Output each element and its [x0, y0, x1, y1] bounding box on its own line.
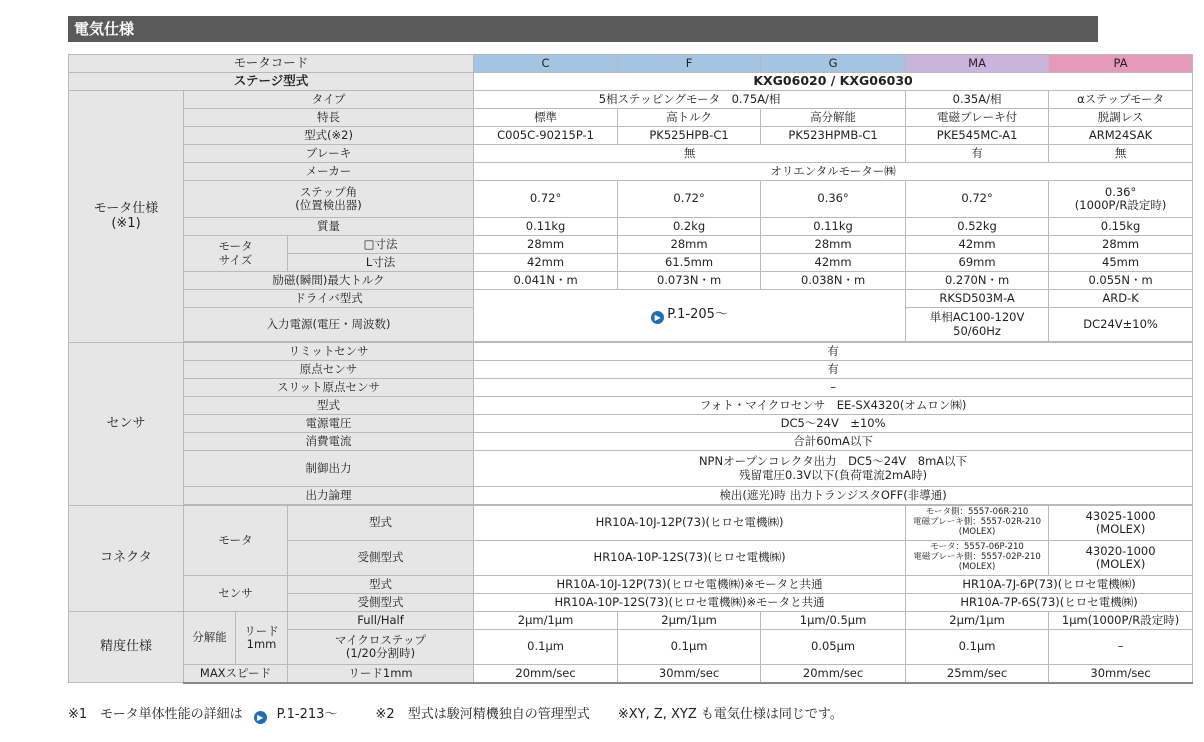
- lead-label: [236, 612, 288, 665]
- step-pa: [1049, 181, 1193, 218]
- footnote-2: ※2 型式は駿河精機独自の管理型式: [375, 707, 590, 722]
- logic-row: [69, 487, 1193, 505]
- fullhalf-f: 2μm/1μm: [618, 612, 761, 630]
- footnotes: [68, 703, 853, 724]
- conn-sensor-recv-cfg: HR10A-10P-12S(73)(ヒロセ電機㈱)※モータと共通: [474, 594, 906, 612]
- len-pa: 45mm: [1049, 254, 1193, 272]
- micro-g: 0.05μm: [761, 630, 906, 665]
- motor-type-row: [69, 91, 1193, 109]
- arrow-right-icon: ▶: [254, 711, 267, 724]
- conn-motor-recv-ma: [906, 541, 1049, 576]
- stage-row: [69, 73, 1193, 91]
- code-ma: MA: [906, 55, 1049, 73]
- voltage-label: 電源電圧: [184, 415, 474, 433]
- origin-row: [69, 361, 1193, 379]
- limit-label: リミットセンサ: [184, 343, 474, 361]
- torque-pa: 0.055N・m: [1049, 272, 1193, 290]
- conn-motor-type-ma-line2: 電磁ブレーキ側：5557-02R-210: [913, 517, 1042, 528]
- model-f: PK525HPB-C1: [618, 127, 761, 145]
- len-ma: 69mm: [906, 254, 1049, 272]
- size-sq-row: [69, 236, 1193, 254]
- model-row: [69, 127, 1193, 145]
- torque-g: 0.038N・m: [761, 272, 906, 290]
- fullhalf-ma: 2μm/1μm: [906, 612, 1049, 630]
- sensor-model-label: 型式: [184, 397, 474, 415]
- slit-row: [69, 379, 1193, 397]
- micro-label: [288, 630, 474, 665]
- driver-row: [69, 290, 1193, 308]
- speed-label: MAXスピード: [184, 665, 288, 683]
- len-label: L寸法: [288, 254, 474, 272]
- section-title: 電気仕様: [68, 16, 1098, 42]
- driver-ref-text: P.1-205〜: [667, 306, 728, 322]
- len-f: 61.5mm: [618, 254, 761, 272]
- mass-f: 0.2kg: [618, 218, 761, 236]
- sq-pa: 28mm: [1049, 236, 1193, 254]
- sq-ma: 42mm: [906, 236, 1049, 254]
- conn-motor-recv-pa-line1: 43020-1000: [1085, 543, 1156, 558]
- lead-label-line1: リード: [244, 623, 279, 638]
- limit-value: 有: [474, 343, 1193, 361]
- code-f: F: [618, 55, 761, 73]
- output-value: [474, 451, 1193, 487]
- power-label: 入力電源(電圧・周波数): [184, 308, 474, 342]
- conn-motor-type-row: [69, 506, 1193, 541]
- stage-label: ステージ型式: [69, 73, 474, 91]
- current-row: [69, 433, 1193, 451]
- power-ma: [906, 308, 1049, 342]
- current-label: 消費電流: [184, 433, 474, 451]
- fullhalf-label: Full/Half: [288, 612, 474, 630]
- mass-pa: 0.15kg: [1049, 218, 1193, 236]
- step-ma: 0.72°: [906, 181, 1049, 218]
- step-f: 0.72°: [618, 181, 761, 218]
- conn-motor-recv-pa-line2: (MOLEX): [1095, 557, 1146, 571]
- sq-f: 28mm: [618, 236, 761, 254]
- power-pa: DC24V±10%: [1049, 308, 1193, 342]
- brake-label: ブレーキ: [184, 145, 474, 163]
- speed-g: 20mm/sec: [761, 665, 906, 683]
- maker-value: オリエンタルモーター㈱: [474, 163, 1193, 181]
- mass-ma: 0.52kg: [906, 218, 1049, 236]
- slit-label: スリット原点センサ: [184, 379, 474, 397]
- step-row: [69, 181, 1193, 218]
- voltage-row: [69, 415, 1193, 433]
- conn-sensor-type-cfg: HR10A-10J-12P(73)(ヒロセ電機㈱)※モータと共通: [474, 576, 906, 594]
- conn-motor-recv-ma-line3: (MOLEX): [958, 561, 996, 572]
- torque-c: 0.041N・m: [474, 272, 618, 290]
- maker-row: [69, 163, 1193, 181]
- mass-c: 0.11kg: [474, 218, 618, 236]
- voltage-value: DC5〜24V ±10%: [474, 415, 1193, 433]
- conn-motor-recv-cfg: HR10A-10P-12S(73)(ヒロセ電機㈱): [474, 541, 906, 576]
- conn-sensor-recv-label: 受側型式: [288, 594, 474, 612]
- mass-row: [69, 218, 1193, 236]
- speed-f: 30mm/sec: [618, 665, 761, 683]
- fullhalf-c: 2μm/1μm: [474, 612, 618, 630]
- model-label: 型式(※2): [184, 127, 474, 145]
- conn-motor-type-ma-line1: モータ側：5557-06R-210: [925, 507, 1029, 518]
- sensor-model-value: フォト・マイクロセンサ EE-SX4320(オムロン㈱): [474, 397, 1193, 415]
- model-ma: PKE545MC-A1: [906, 127, 1049, 145]
- connector-group: コネクタ: [69, 506, 184, 612]
- torque-f: 0.073N・m: [618, 272, 761, 290]
- speed-pa: 30mm/sec: [1049, 665, 1193, 683]
- arrow-right-icon: ▶: [651, 311, 664, 324]
- conn-motor-type-pa: [1049, 506, 1193, 541]
- speed-row: [69, 665, 1193, 683]
- torque-row: [69, 272, 1193, 290]
- fullhalf-g: 1μm/0.5μm: [761, 612, 906, 630]
- micro-f: 0.1μm: [618, 630, 761, 665]
- conn-motor-type-ma: [906, 506, 1049, 541]
- brake-row: [69, 145, 1193, 163]
- type-cfg: 5相ステッピングモータ 0.75A/相: [474, 91, 906, 109]
- maker-label: メーカー: [184, 163, 474, 181]
- brake-pa: 無: [1049, 145, 1193, 163]
- type-ma: 0.35A/相: [906, 91, 1049, 109]
- current-value: 合計60mA以下: [474, 433, 1193, 451]
- output-line2: 残留電圧0.3V以下(負荷電流2mA時): [739, 467, 928, 482]
- slit-value: –: [474, 379, 1193, 397]
- type-label: タイプ: [184, 91, 474, 109]
- motor-spec-note: (※1): [111, 215, 141, 231]
- feature-pa: 脱調レス: [1049, 109, 1193, 127]
- footnote-1[interactable]: [68, 707, 347, 722]
- footnote-1-text: ※1 モータ単体性能の詳細は: [68, 707, 243, 722]
- feature-c: 標準: [474, 109, 618, 127]
- footnote-1-ref: P.1-213〜: [276, 707, 338, 722]
- conn-motor-type-pa-line2: (MOLEX): [1095, 522, 1146, 536]
- feature-f: 高トルク: [618, 109, 761, 127]
- stage-model: KXG06020 / KXG06030: [474, 73, 1193, 91]
- feature-label: 特長: [184, 109, 474, 127]
- motor-spec-label: モータ仕様: [93, 200, 159, 216]
- mass-g: 0.11kg: [761, 218, 906, 236]
- conn-motor-type-pa-line1: 43025-1000: [1085, 508, 1156, 523]
- code-g: G: [761, 55, 906, 73]
- footnote-3: ※XY, Z, XYZ も電気仕様は同じです。: [617, 707, 843, 722]
- model-g: PK523HPMB-C1: [761, 127, 906, 145]
- feature-g: 高分解能: [761, 109, 906, 127]
- sq-c: 28mm: [474, 236, 618, 254]
- size-label: [184, 236, 288, 272]
- conn-motor-recv-label: 受側型式: [288, 541, 474, 576]
- output-label: 制御出力: [184, 451, 474, 487]
- len-c: 42mm: [474, 254, 618, 272]
- sq-g: 28mm: [761, 236, 906, 254]
- sensor-model-row: [69, 397, 1193, 415]
- code-pa: PA: [1049, 55, 1193, 73]
- feature-row: [69, 109, 1193, 127]
- fullhalf-pa: 1μm(1000P/R設定時): [1049, 612, 1193, 630]
- micro-ma: 0.1μm: [906, 630, 1049, 665]
- conn-motor-recv-ma-line1: モータ：5557-06P-210: [930, 542, 1024, 553]
- conn-motor-recv-pa: [1049, 541, 1193, 576]
- sq-label: □寸法: [288, 236, 474, 254]
- model-pa: ARM24SAK: [1049, 127, 1193, 145]
- conn-motor-type-cfg: HR10A-10J-12P(73)(ヒロセ電機㈱): [474, 506, 906, 541]
- type-pa: αステップモータ: [1049, 91, 1193, 109]
- motor-code-label: モータコード: [69, 55, 474, 73]
- conn-sensor-type-row: [69, 576, 1193, 594]
- conn-motor-label: モータ: [184, 506, 288, 576]
- res-label: 分解能: [184, 612, 236, 665]
- feature-ma: 電磁ブレーキ付: [906, 109, 1049, 127]
- conn-sensor-label: センサ: [184, 576, 288, 612]
- code-c: C: [474, 55, 618, 73]
- step-label-line1: ステップ角: [299, 184, 358, 199]
- motor-spec-group: [69, 91, 184, 343]
- micro-label-line1: マイクロステップ: [334, 632, 427, 647]
- step-pa-line1: 0.36°: [1104, 184, 1137, 199]
- size-label-line2: サイズ: [218, 252, 253, 267]
- sensor-group: センサ: [69, 343, 184, 506]
- micro-pa: –: [1049, 630, 1193, 665]
- conn-sensor-recv-mapa: HR10A-7P-6S(73)(ヒロセ電機㈱): [906, 594, 1193, 612]
- lead-label-line2: 1mm: [246, 637, 277, 651]
- model-c: C005C-90215P-1: [474, 127, 618, 145]
- origin-value: 有: [474, 361, 1193, 379]
- micro-c: 0.1μm: [474, 630, 618, 665]
- torque-ma: 0.270N・m: [906, 272, 1049, 290]
- conn-motor-type-label: 型式: [288, 506, 474, 541]
- power-ma-line1: 単相AC100-120V: [929, 310, 1025, 325]
- step-label: [184, 181, 474, 218]
- len-g: 42mm: [761, 254, 906, 272]
- step-pa-line2: (1000P/R設定時): [1074, 198, 1167, 212]
- conn-motor-type-ma-line3: (MOLEX): [958, 526, 996, 537]
- driver-reference[interactable]: [474, 290, 906, 342]
- mass-label: 質量: [184, 218, 474, 236]
- power-ma-line2: 50/60Hz: [953, 323, 1001, 338]
- step-g: 0.36°: [761, 181, 906, 218]
- conn-motor-recv-ma-line2: 電磁ブレーキ側：5557-02P-210: [913, 552, 1041, 563]
- motor-code-row: [69, 55, 1193, 73]
- limit-row: [69, 343, 1193, 361]
- output-line1: NPNオープンコレクタ出力 DC5〜24V 8mA以下: [698, 454, 968, 469]
- brake-cfg: 無: [474, 145, 906, 163]
- driver-ma: RKSD503M-A: [906, 290, 1049, 308]
- conn-sensor-type-mapa: HR10A-7J-6P(73)(ヒロセ電機㈱): [906, 576, 1193, 594]
- micro-label-line2: (1/20分割時): [345, 646, 416, 660]
- driver-label: ドライバ型式: [184, 290, 474, 308]
- precision-group: 精度仕様: [69, 612, 184, 683]
- brake-ma: 有: [906, 145, 1049, 163]
- step-c: 0.72°: [474, 181, 618, 218]
- logic-label: 出力論理: [184, 487, 474, 505]
- speed-c: 20mm/sec: [474, 665, 618, 683]
- origin-label: 原点センサ: [184, 361, 474, 379]
- electrical-spec-table: [68, 54, 1193, 684]
- step-label-line2: (位置検出器): [295, 198, 362, 212]
- output-row: [69, 451, 1193, 487]
- speed-ma: 25mm/sec: [906, 665, 1049, 683]
- driver-pa: ARD-K: [1049, 290, 1193, 308]
- size-label-line1: モータ: [218, 239, 253, 254]
- logic-value: 検出(遮光)時 出力トランジスタOFF(非導通): [474, 487, 1193, 505]
- fullhalf-row: [69, 612, 1193, 630]
- conn-sensor-type-label: 型式: [288, 576, 474, 594]
- torque-label: 励磁(瞬間)最大トルク: [184, 272, 474, 290]
- speed-lead-label: リード1mm: [288, 665, 474, 683]
